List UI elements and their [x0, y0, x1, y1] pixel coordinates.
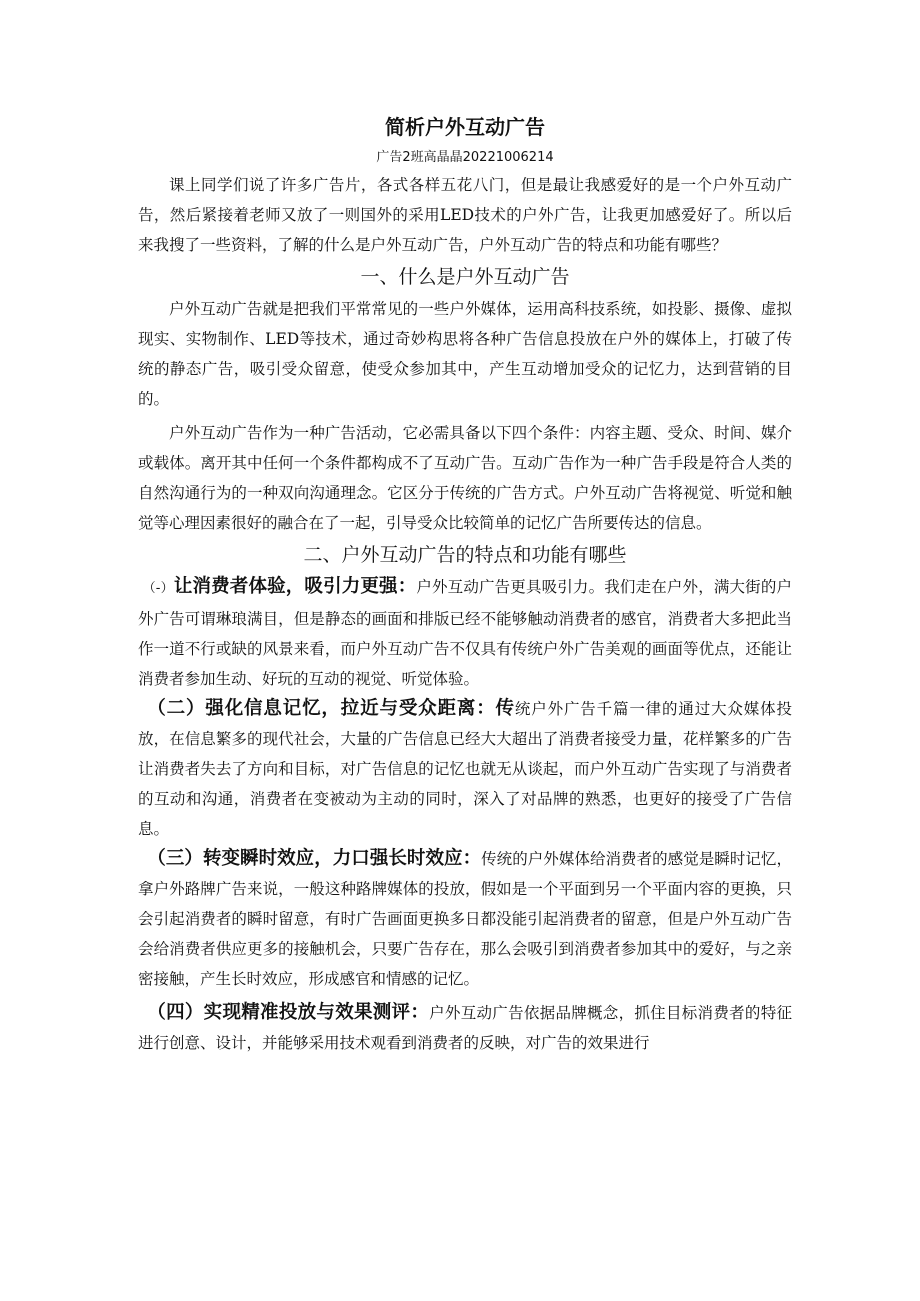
section-1-heading: 一、什么是户外互动广告	[360, 266, 570, 288]
item-number: （四）	[147, 1002, 204, 1023]
item-lead: 转变瞬时效应，力口强长时效应：	[202, 848, 482, 869]
item-text: 统户外广告千篇一律的通过大众媒体投放，在信息繁多的现代社会，大量的广告信息已经大大超出了消费者接受力量，花样繁多的广告让消费者失去了方向和目标，对广告信息的记忆也就无从谈起，而户外互动广告实现了与消费者的互动和沟通，消费者在变被动为主动的同时，深入了对品牌的熟悉，也更好的接受了广告信息。	[138, 700, 792, 838]
intro-paragraph: 课上同学们说了许多广告片，各式各样五花八门，但是最让我感爱好的是一个户外互动广告，然后紧接着老师又放了一则国外的采用LED技术的户外广告，让我更加感爱好了。所以后来我搜了一些资料，了解的什么是户外互动广告，户外互动广告的特点和功能有哪些？	[138, 176, 792, 254]
document-author: 广告2班高晶晶20221006214	[376, 150, 554, 165]
section-2-item	[138, 694, 792, 844]
document-page	[138, 112, 792, 1058]
item-text: 传统的户外媒体给消费者的感觉是瞬时记忆，拿户外路牌广告来说，一般这种路牌媒体的投放，假如是一个平面到另一个平面内容的更换，只会引起消费者的瞬时留意，有时广告画面更换多日都没能引起消费者的留意，但是户外互动广告会给消费者供应更多的接触机会，只要广告存在，那么会吸引到消费者参加其中的爱好，与之亲密接触，产生长时效应，形成感官和情感的记忆。	[138, 850, 792, 988]
item-lead: 强化信息记忆，拉近与受众距离：传	[205, 698, 515, 719]
item-text: 户外互动广告更具吸引力。我们走在户外，满大街的户外广告可谓琳琅满目，但是静态的画面和排版已经不能够触动消费者的感官，消费者大多把此当作一道不行或缺的风景来看，而户外互动广告不仅具有传统户外广告美观的画面等优点，还能让消费者参加生动、好玩的互动的视觉、听觉体验。	[138, 578, 792, 688]
section-2-item	[138, 572, 792, 694]
section-2-heading: 二、户外互动广告的特点和功能有哪些	[303, 544, 627, 566]
item-number: （二）	[147, 698, 206, 719]
section-1-paragraph: 户外互动广告就是把我们平常常见的一些户外媒体，运用高科技系统，如投影、摄像、虚拟现实、实物制作、LED等技术，通过奇妙构思将各种广告信息投放在户外的媒体上，打破了传统的静态广告，吸引受众留意，使受众参加其中，产生互动增加受众的记忆力，达到营销的目的。	[138, 300, 792, 408]
section-2-item	[138, 998, 792, 1058]
item-number: （-）	[142, 581, 174, 596]
item-text: 户外互动广告依据品牌概念，抓住目标消费者的特征进行创意、设计，并能够采用技术观看到消费者的反映，对广告的效果进行	[138, 1004, 792, 1052]
document-title: 简析户外互动广告	[385, 115, 545, 139]
item-lead: 让消费者体验，吸引力更强：	[173, 576, 417, 597]
section-1-paragraph: 户外互动广告作为一种广告活动，它必需具备以下四个条件：内容主题、受众、时间、媒介或载体。离开其中任何一个条件都构成不了互动广告。互动广告作为一种广告手段是符合人类的自然沟通行为的一种双向沟通理念。它区分于传统的广告方式。户外互动广告将视觉、听觉和触觉等心理因素很好的融合在了一起，引导受众比较简单的记忆广告所要传达的信息。	[138, 424, 792, 532]
item-number: （三）	[147, 848, 203, 869]
section-2-item	[138, 844, 792, 994]
item-lead: 实现精准投放与效果测评：	[203, 1002, 430, 1023]
